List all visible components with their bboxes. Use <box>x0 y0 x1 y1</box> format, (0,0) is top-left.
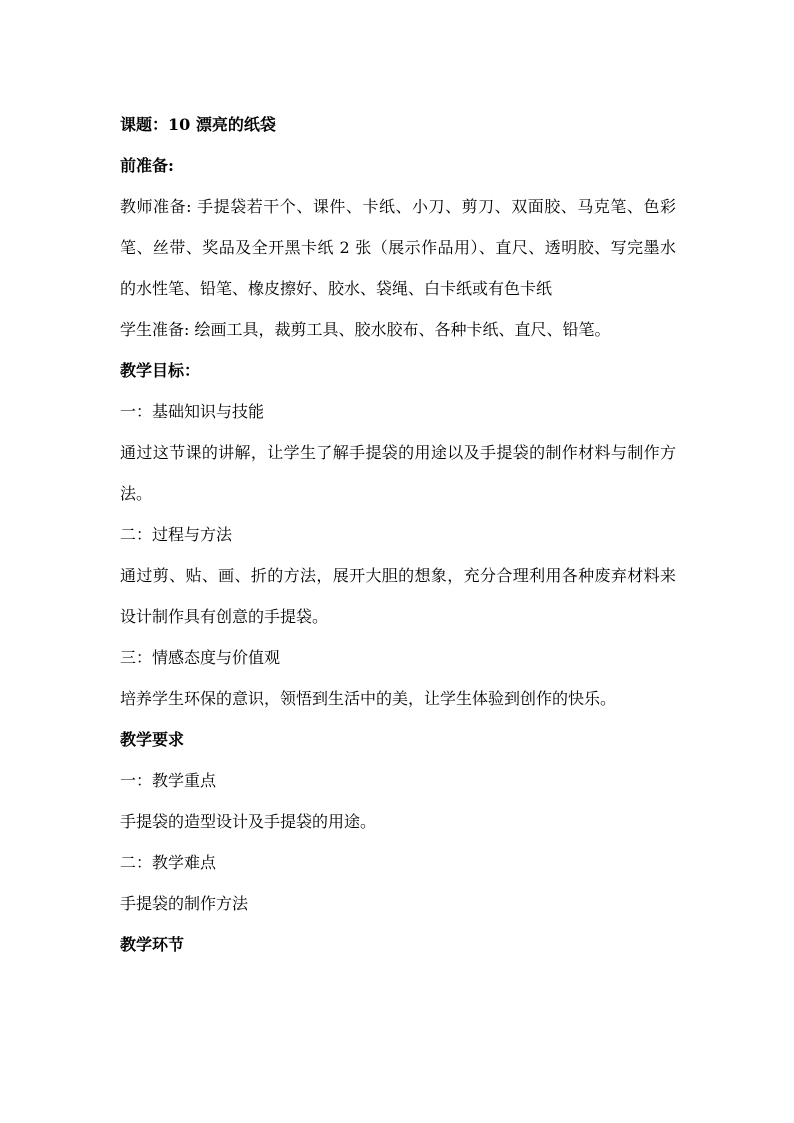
goal2-heading: 二：过程与方法 <box>120 525 233 544</box>
goal1-heading: 一：基础知识与技能 <box>120 402 265 421</box>
student-prep-text: 学生准备: 绘画工具，裁剪工具、胶水胶布、各种卡纸、直尺、铅笔。 <box>120 320 611 339</box>
req1-text: 手提袋的造型设计及手提袋的用途。 <box>120 812 377 831</box>
goal3-heading: 三：情感态度与价值观 <box>120 648 281 667</box>
goal3-text: 培养学生环保的意识，领悟到生活中的美，让学生体验到创作的快乐。 <box>120 689 617 708</box>
requirements-heading: 教学要求 <box>120 730 185 749</box>
lesson-title: 课题：10 漂亮的纸袋 <box>120 115 276 134</box>
req2-text: 手提袋的制作方法 <box>120 894 249 913</box>
req2-heading: 二：教学难点 <box>120 853 217 872</box>
teacher-prep-text: 教师准备: 手提袋若干个、课件、卡纸、小刀、剪刀、双面胶、马克笔、色彩笔、丝带、奖品及全开黑卡纸 2 张（展示作品用）、直尺、透明胶、写完墨水的水性笔、铅笔、橡皮擦好、胶水、袋绳、白卡纸或有色卡纸 <box>120 197 676 298</box>
goals-heading: 教学目标： <box>120 361 201 380</box>
prep-heading: 前准备: <box>120 156 174 175</box>
goal1-text: 通过这节课的讲解，让学生了解手提袋的用途以及手提袋的制作材料与制作方法。 <box>120 443 676 503</box>
steps-heading: 教学环节 <box>120 935 185 954</box>
goal2-text: 通过剪、贴、画、折的方法，展开大胆的想象，充分合理利用各种废弃材料来设计制作具有创意的手提袋。 <box>120 566 676 626</box>
req1-heading: 一：教学重点 <box>120 771 217 790</box>
